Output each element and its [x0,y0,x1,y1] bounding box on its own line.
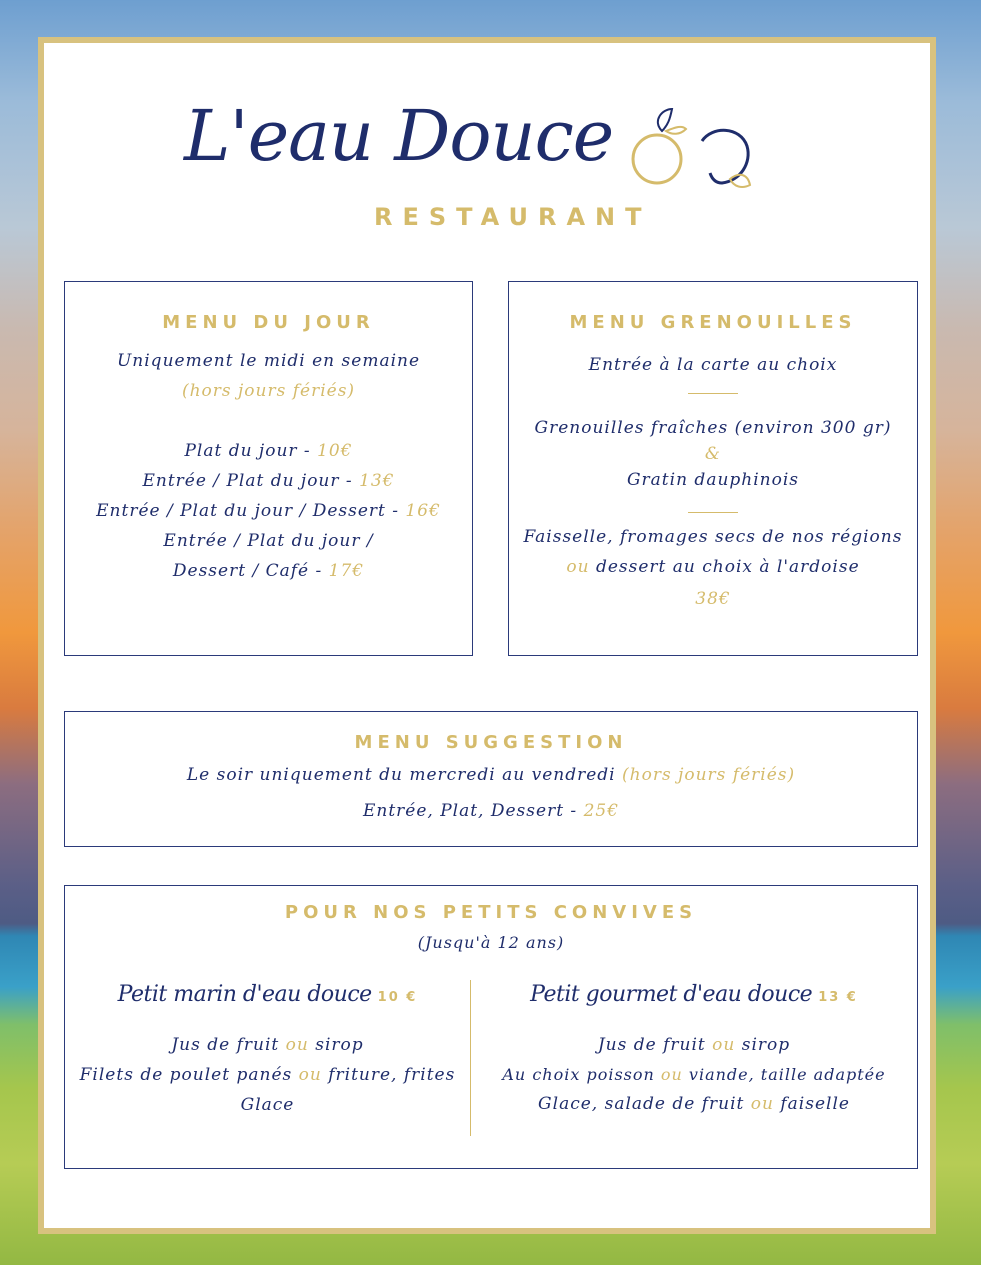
line-text: viande, taille adaptée [682,1065,886,1084]
menu-grenouilles-box [508,281,918,656]
menu-du-jour-exception: (hors jours fériés) [181,381,356,401]
grenouilles-dessert [509,557,917,577]
kids-menu-price: 10 € [377,990,418,1005]
kids-menu-price: 13 € [818,990,858,1005]
or-connector: ou [285,1035,309,1055]
menu-item-label: Entrée / Plat du jour / Dessert - [96,501,406,521]
menu-du-jour-box [64,281,473,656]
or-connector: ou [712,1035,736,1055]
dessert-label: dessert au choix à l'ardoise [589,557,860,577]
or-connector: ou [750,1094,774,1114]
menu-card [38,37,936,1234]
menu-item [65,531,472,551]
kids-menu-name-text: Petit gourmet d'eau douce [530,982,813,1007]
kids-menu-line [65,1035,470,1055]
menu-suggestion-box [64,711,918,847]
kids-menu-name [65,982,470,1007]
line-text: faiselle [773,1094,850,1114]
menu-suggestion-title: MENU SUGGESTION [354,732,628,753]
line-text: sirop [735,1035,791,1055]
kids-menu-right [471,982,917,1114]
menu-item [65,441,472,461]
suggestion-note [65,765,917,785]
menu-item-price: 16€ [405,501,441,521]
kids-menu-left [65,982,470,1115]
line-text: Au choix poisson [502,1065,661,1084]
suggestion-content [65,801,917,821]
line-text: Jus de fruit [597,1035,713,1055]
divider [688,393,738,394]
grenouilles-accompagnement: Gratin dauphinois [626,470,800,490]
menu-item-price: 17€ [328,561,365,581]
menu-du-jour-title: MENU DU JOUR [162,312,375,333]
grenouilles-fromage: Faisselle, fromages secs de nos régions [523,527,903,547]
kids-menu-line [471,1065,917,1084]
kids-menu-line [65,1065,470,1085]
ampersand: & [704,444,722,464]
or-connector: ou [566,557,590,577]
menu-du-jour-note: Uniquement le midi en semaine [116,351,421,371]
menu-item-label: Plat du jour - [184,441,318,461]
kids-menu-name-text: Petit marin d'eau douce [117,982,372,1007]
suggestion-note-text: Le soir uniquement du mercredi au vendredi [186,765,622,785]
menu-item [65,471,472,491]
or-connector: ou [660,1065,683,1084]
grenouilles-price: 38€ [695,589,731,609]
suggestion-content-text: Entrée, Plat, Dessert - [362,801,584,821]
line-text: friture, frites [321,1065,456,1085]
menu-item [65,501,472,521]
menu-item-label: Entrée / Plat du jour - [142,471,360,491]
kids-menu-line [471,1035,917,1055]
grenouilles-plat: Grenouilles fraîches (environ 300 gr) [534,418,892,438]
petits-convives-box [64,885,918,1169]
menu-item-price: 10€ [317,441,353,461]
menu-item [65,561,472,581]
menu-item-price: 13€ [359,471,395,491]
kids-menu-name [471,982,917,1007]
kids-menu-line [471,1094,917,1114]
suggestion-price: 25€ [583,801,620,821]
restaurant-subtitle: RESTAURANT [374,203,652,231]
line-text: Jus de fruit [171,1035,286,1055]
line-text: sirop [308,1035,364,1055]
droplet-leaf-icon [622,101,762,211]
or-connector: ou [298,1065,322,1085]
logo-text: L'eau Douce [184,95,614,177]
menu-item-label: Dessert / Café - [172,561,329,581]
grenouilles-entree: Entrée à la carte au choix [588,355,838,375]
age-note: (Jusqu'à 12 ans) [417,933,565,952]
petits-convives-title: POUR NOS PETITS CONVIVES [284,902,698,923]
suggestion-exception: (hors jours fériés) [622,765,796,785]
divider [688,512,738,513]
line-text: Filets de poulet panés [79,1065,299,1085]
kids-menu-line: Glace [240,1095,295,1115]
menu-item-label: Entrée / Plat du jour / [163,531,374,551]
line-text: Glace, salade de fruit [538,1094,751,1114]
menu-grenouilles-title: MENU GRENOUILLES [569,312,857,333]
